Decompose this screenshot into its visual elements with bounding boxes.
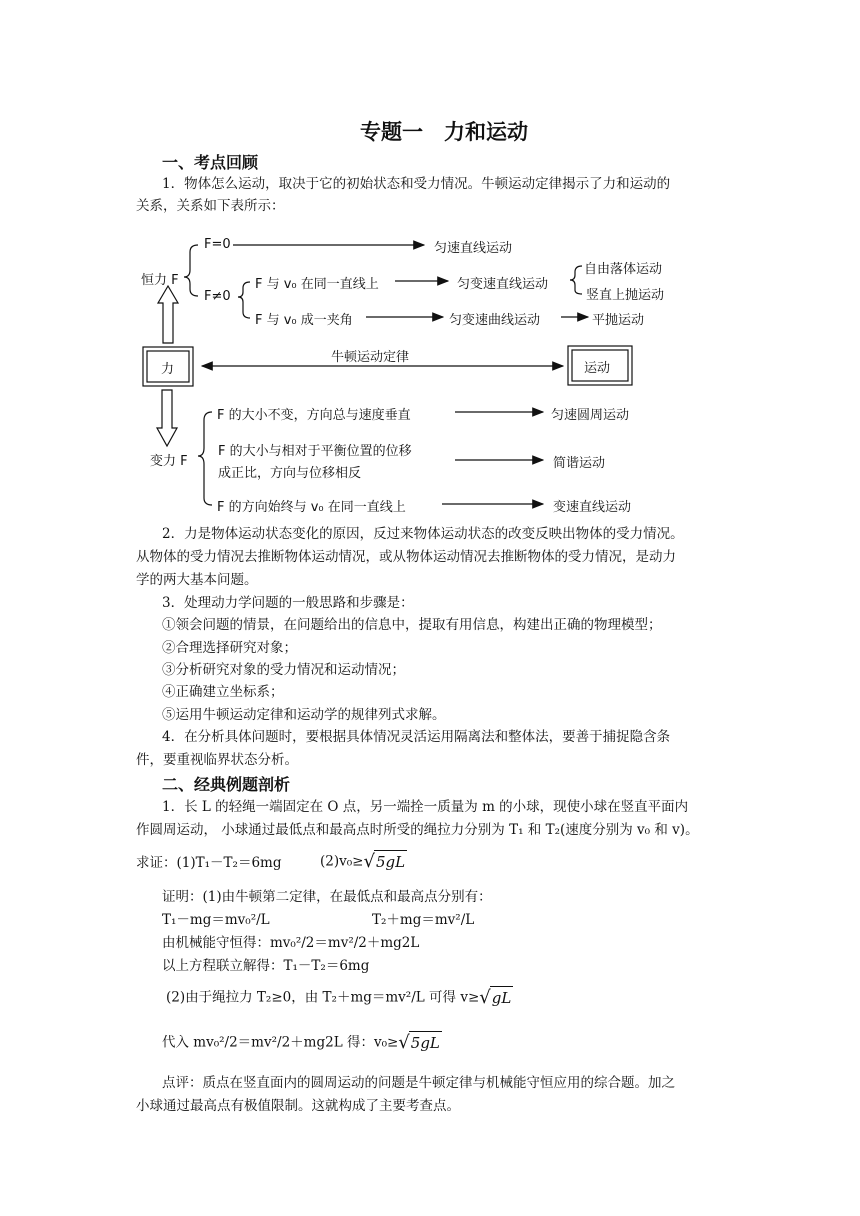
section-heading-examples: 二、经典例题剖析 [162,775,291,794]
question-line-1: 1．长 L 的轻绳一端固定在 O 点，另一端拴一质量为 m 的小球，现使小球在竖直平面内 [162,799,689,815]
prove-part-1: 求证：(1)T₁－T₂＝6mg [136,855,282,871]
proof-line-1: 证明：(1)由牛顿第二定律，在最低点和最高点分别有： [162,889,492,905]
brace-nonzero [238,282,250,318]
brace-variable-force [198,412,212,505]
substitution: 代入 mv₀²/2＝mv²/2＋mg2L 得：v₀≥√5gL [162,1032,440,1053]
section-heading-review: 一、考点回顾 [162,153,259,172]
label-shm: 简谐运动 [553,456,606,471]
label-var-linear: 变速直线运动 [553,500,632,515]
paragraph-3-line-1: 3．处理动力学问题的一般思路和步骤是： [162,595,414,611]
label-newton-law: 牛顿运动定律 [331,350,410,365]
label-uniform-circular: 匀速圆周运动 [551,408,630,423]
label-f-nonzero: F≠0 [204,289,231,304]
label-perp: F 的大小不变，方向总与速度垂直 [217,408,411,423]
proof-part-2: (2)由于绳拉力 T₂≥0，由 T₂＋mg＝mv²/L 可得 v≥√gL [166,987,512,1008]
paragraph-4-line-1: 4．在分析具体问题时，要根据具体情况灵活运用隔离法和整体法，要善于捕捉隐含条 [162,729,671,745]
hollow-down-arrow [157,390,177,446]
label-constant-force: 恒力 F [141,273,179,288]
label-force-box: 力 [161,362,175,377]
label-f-zero: F=0 [204,237,231,252]
page-title: 专题一 力和运动 [360,120,528,144]
paragraph-2-line-3: 学的两大基本问题。 [136,572,258,588]
energy-conservation: 由机械能守恒得：mv₀²/2＝mv²/2＋mg2L [162,935,420,951]
label-uniform-var-linear: 匀变速直线运动 [457,277,549,292]
paragraph-2-line-2: 从物体的受力情况去推断物体运动情况，或从物体运动情况去推断物体的受力情况，是动力 [136,549,676,565]
label-always-line: F 的方向始终与 v₀ 在同一直线上 [217,500,406,515]
comment-line-2: 小球通过最高点有极值限制。这就构成了主要考查点。 [136,1098,460,1114]
label-angle: F 与 v₀ 成一夹角 [255,313,353,328]
equation-lowest: T₁－mg＝mv₀²/L [162,912,270,928]
label-uniform-var-curve: 匀变速曲线运动 [449,313,541,328]
label-uniform-linear: 匀速直线运动 [434,241,513,256]
brace-constant-force [184,245,198,296]
step-2: ②合理选择研究对象； [162,640,297,656]
paragraph-1-line-2: 关系，关系如下表所示： [136,198,285,214]
sqrt-5gl: √5gL [363,851,406,872]
comment-line-1: 点评：质点在竖直面内的圆周运动的问题是牛顿定律与机械能守恒应用的综合题。加之 [162,1075,675,1091]
step-4: ④正确建立坐标系； [162,684,284,700]
label-vertical-throw: 竖直上抛运动 [586,288,665,303]
sqrt-gl: √gL [479,987,512,1008]
step-3: ③分析研究对象的受力情况和运动情况； [162,662,405,678]
paragraph-2-line-1: 2．力是物体运动状态变化的原因，反过来物体运动状态的改变反映出物体的受力情况。 [162,526,684,542]
equation-highest: T₂＋mg＝mv²/L [372,912,475,928]
step-1: ①领会问题的情景，在问题给出的信息中，提取有用信息，构建出正确的物理模型； [162,617,662,633]
hollow-up-arrow [158,286,178,343]
label-shm-line-2: 成正比，方向与位移相反 [218,466,362,481]
solve-result: 以上方程联立解得：T₁－T₂＝6mg [162,958,370,974]
label-same-line: F 与 v₀ 在同一直线上 [255,277,379,292]
prove-part-2: (2)v₀≥√5gL [320,851,406,872]
label-free-fall: 自由落体运动 [584,262,663,277]
sqrt-5gl-result: √5gL [398,1032,440,1053]
brace-linear [570,266,582,294]
question-line-2: 作圆周运动， 小球通过最低点和最高点时所受的绳拉力分别为 T₁ 和 T₂(速度分别为 v₀ 和 v)。 [136,822,699,838]
label-variable-force: 变力 F [150,454,188,469]
label-projectile: 平抛运动 [592,313,645,328]
paragraph-4-line-2: 件，要重视临界状态分析。 [136,752,298,768]
step-5: ⑤运用牛顿运动定律和运动学的规律列式求解。 [162,707,446,723]
paragraph-1-line-1: 1．物体怎么运动，取决于它的初始状态和受力情况。牛顿运动定律揭示了力和运动的 [162,176,671,192]
label-shm-line-1: F 的大小与相对于平衡位置的位移 [218,444,412,459]
label-motion-box: 运动 [584,361,611,376]
